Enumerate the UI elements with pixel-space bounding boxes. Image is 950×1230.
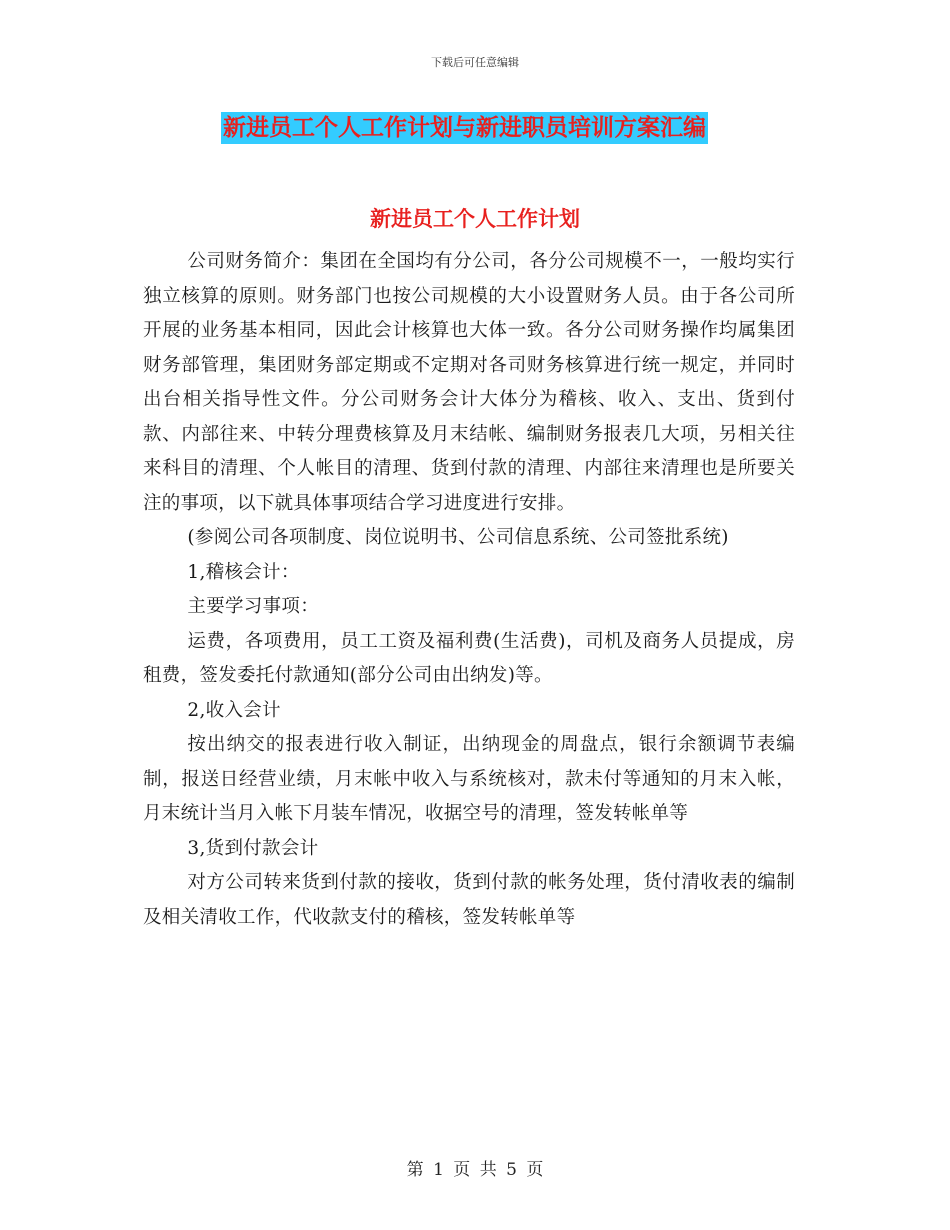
paragraph-reference: (参阅公司各项制度、岗位说明书、公司信息系统、公司签批系统): [187, 527, 729, 548]
section-title: 新进员工个人工作计划: [370, 206, 580, 231]
paragraph-intro: 公司财务简介：集团在全国均有分公司，各分公司规模不一，一般均实行独立核算的原则。财务部门也按公司规模的大小设置财务人员。由于各公司所开展的业务基本相同，因此会计核算也大体一致。各分公司财务操作均属集团财务部管理，集团财务部定期或不定期对各司财务核算进行统一规定，并同时出台相关指导性文件。分公司财务会计大体分为稽核、收入、支出、货到付款、内部往来、中转分理费核算及月末结帐、编制财务报表几大项，另相关往来科目的清理、个人帐目的清理、货到付款的清理、内部往来清理也是所要关注的事项，以下就具体事项结合学习进度进行安排。: [143, 251, 795, 514]
header-note: 下载后可任意编辑: [431, 56, 519, 69]
body-text: [143, 245, 795, 935]
paragraph-income-items: 按出纳交的报表进行收入制证，出纳现金的周盘点，银行余额调节表编制，报送日经营业绩，月末帐中收入与系统核对，款未付等通知的月末入帐，月末统计当月入帐下月装车情况，收据空号的清理，签发转帐单等: [143, 734, 795, 824]
page-footer: 第 1 页 共 5 页: [406, 1160, 544, 1180]
paragraph-main-items: 主要学习事项：: [187, 596, 319, 617]
paragraph-audit-items: 运费，各项费用，员工工资及福利费(生活费)，司机及商务人员提成，房租费，签发委托付款通知(部分公司由出纳发)等。: [143, 630, 795, 686]
heading-income-accounting: 2,收入会计: [187, 699, 281, 721]
paragraph-cod-items: 对方公司转来货到付款的接收，货到付款的帐务处理，货付清收表的编制及相关清收工作，代收款支付的稽核，签发转帐单等: [143, 872, 795, 928]
heading-cod-accounting: 3,货到付款会计: [187, 837, 319, 859]
heading-audit-accounting: 1,稽核会计：: [187, 561, 300, 583]
document-title: 新进员工个人工作计划与新进职员培训方案汇编: [221, 112, 708, 144]
